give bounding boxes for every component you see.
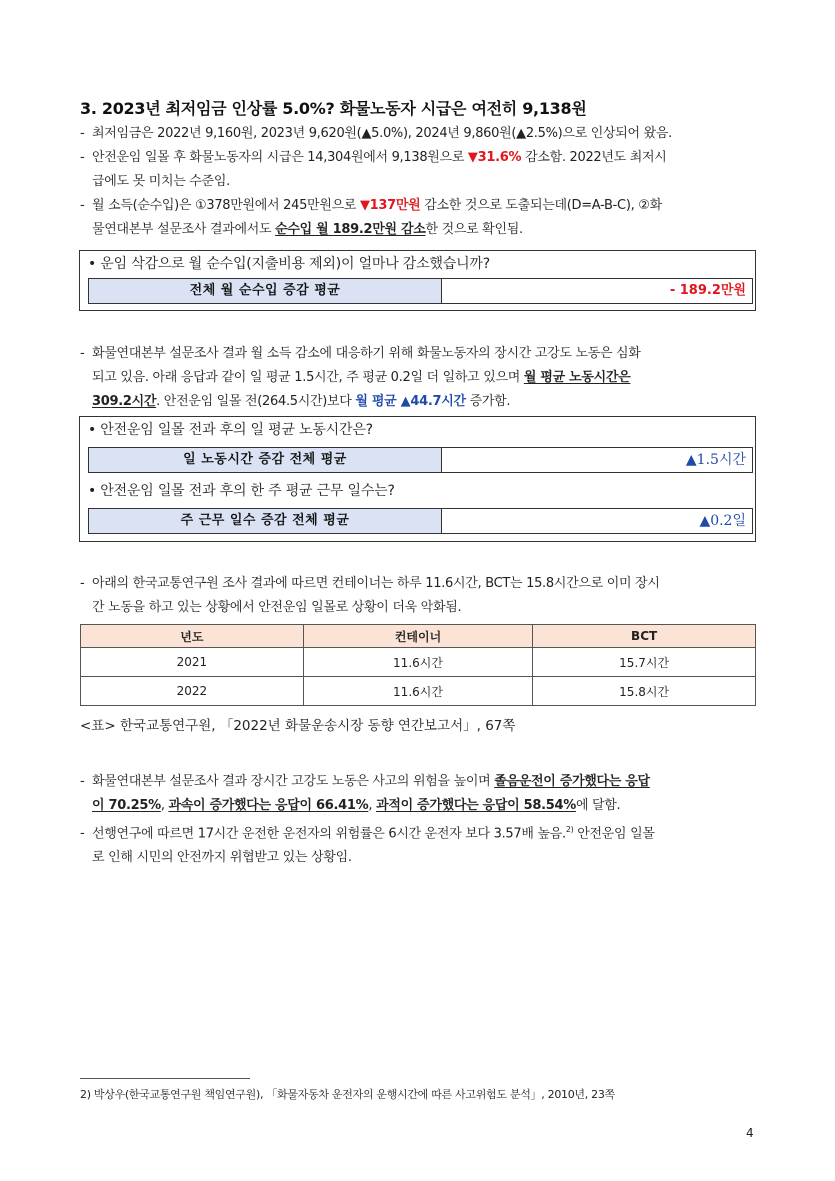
survey-question: • 운임 삭감으로 월 순수입(지출비용 제외)이 얼마나 감소했습니까? [88, 256, 490, 272]
table-row [81, 648, 756, 677]
income-decrease: ▼137만원 [359, 198, 421, 213]
decrease-rate: ▼31.6% [467, 150, 522, 165]
survey-box-income [79, 250, 756, 311]
table-caption: <표> 한국교통연구원, 「2022년 화물운송시장 동향 연간보고서」, 67쪽 [80, 718, 516, 734]
result-value-weekly: ▲0.2일 [699, 513, 746, 529]
footnote-ref[interactable]: 2) [565, 825, 574, 834]
bullet-monthly-income: - 월 소득(순수입)은 ①378만원에서 245만원으로 ▼137만원 감소한 것으로 도출되는데(D=A-B-C), ②화 물연대본부 설문조사 결과에서도 순수입 월 189.2만원 감소한 것으로 확인됨. [80, 198, 662, 237]
survey-box-hours [79, 416, 756, 542]
paragraph-prior-research: - 선행연구에 따르면 17시간 운전한 운전자의 위험률은 6시간 운전자 보다 3.57배 높음.$^{2)}$ 안전운임 일몰 로 인해 시민의 안전까지 위협받고 있는 상황임. [80, 825, 655, 866]
table-cell: 11.6시간 [303, 648, 533, 677]
footnote: 2) 박상우(한국교통연구원 책임연구원), 「화물자동차 운전자의 운행시간에 따른 사고위험도 분석」, 2010년, 23쪽 [80, 1088, 615, 1101]
survey-question-daily: • 안전운임 일몰 전과 후의 일 평균 노동시간은? [88, 422, 373, 438]
working-hours-table [80, 624, 756, 706]
paragraph-research: - 아래의 한국교통연구원 조사 결과에 따르면 컨테이너는 하루 11.6시간, BCT는 15.8시간으로 이미 장시 간 노동을 하고 있는 상황에서 안전운임 일몰로 상황이 더욱 악화됨. [80, 576, 660, 615]
survey-result-row-weekly [88, 508, 753, 534]
header-bct: BCT [533, 625, 756, 648]
paragraph-working-hours: - 화물연대본부 설문조사 결과 월 소득 감소에 대응하기 위해 화물노동자의 장시간 고강도 노동은 심화 되고 있음. 아래 응답과 같이 일 평균 1.5시간, 주 평균 0.2일 더 일하고 있으며 월 평균 노동시간은 309.2시간. 안전운임 일몰 전(264.5시간)보다 월 평균 ▲44.7시간 증가함. [80, 346, 641, 409]
table-header-row [81, 625, 756, 648]
table-cell: 15.7시간 [533, 648, 756, 677]
result-label-weekly: 주 근무 일수 증감 전체 평균 [89, 509, 442, 533]
paragraph-accident-risk: - 화물연대본부 설문조사 결과 장시간 고강도 노동은 사고의 위험을 높이며 졸음운전이 증가했다는 응답 이 70.25%, 과속이 증가했다는 응답이 66.41%, 과적이 증가했다는 응답이 58.54%에 달함. [80, 774, 650, 813]
result-value-daily: ▲1.5시간 [685, 452, 746, 468]
survey-question-weekly: • 안전운임 일몰 전과 후의 한 주 평균 근무 일수는? [88, 483, 395, 499]
result-label-daily: 일 노동시간 증감 전체 평균 [89, 448, 442, 472]
survey-result-row [88, 278, 753, 304]
table-cell: 2021 [81, 648, 304, 677]
survey-result-row-daily [88, 447, 753, 473]
table-cell: 11.6시간 [303, 677, 533, 706]
footnote-divider [80, 1078, 250, 1079]
result-value: - 189.2만원 [669, 283, 746, 298]
header-year: 년도 [81, 625, 304, 648]
header-container: 컨테이너 [303, 625, 533, 648]
table-cell: 2022 [81, 677, 304, 706]
page-number: 4 [746, 1126, 754, 1140]
table-cell: 15.8시간 [533, 677, 756, 706]
bullet-hourly-wage: - 안전운임 일몰 후 화물노동자의 시급은 14,304원에서 9,138원으로 ▼31.6% 감소함. 2022년도 최저시 급에도 못 미치는 수준임. [80, 150, 667, 189]
result-label: 전체 월 순수입 증감 평균 [89, 279, 442, 303]
bullet-min-wage: - 최저임금은 2022년 9,160원, 2023년 9,620원(▲5.0%), 2024년 9,860원(▲2.5%)으로 인상되어 왔음. [80, 126, 672, 141]
table-row [81, 677, 756, 706]
section-heading: 3. 2023년 최저임금 인상률 5.0%? 화물노동자 시급은 여전히 9,138원 [80, 99, 587, 118]
